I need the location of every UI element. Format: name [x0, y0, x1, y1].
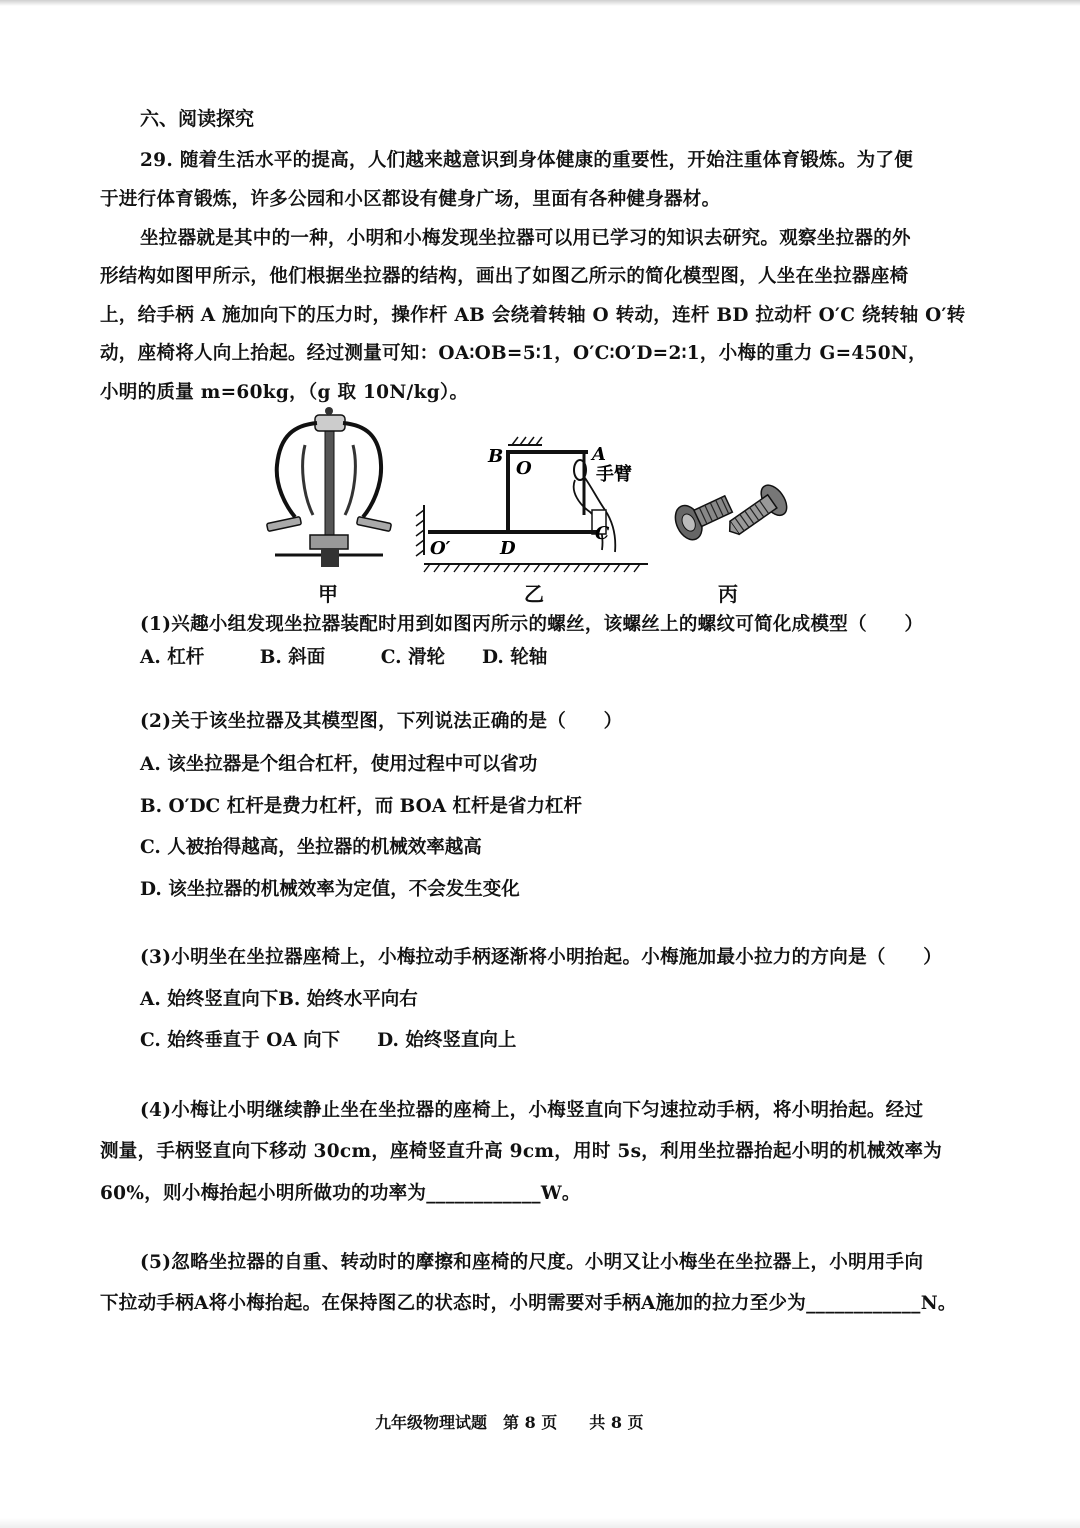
sub4-line-2: 测量，手柄竖直向下移动 30cm，座椅竖直升高 9cm，用时 5s，利用坐拉器抬起小明的机械效率为 [100, 1141, 943, 1162]
page-footer: 九年级物理试题 第 8 页 共 8 页 [375, 1413, 644, 1432]
sub3-options-line2: C. 始终垂直于 OA 向下 D. 始终竖直向上 [140, 1030, 517, 1051]
sub5-line-2: 下拉动手柄A将小梅抬起。在保持图乙的状态时，小明需要对手柄A施加的拉力至少为____________N。 [100, 1293, 957, 1314]
sub5-line-1: (5)忽略坐拉器的自重、转动时的摩擦和座椅的尺度。小明又让小梅坐在坐拉器上，小明用手向 [140, 1252, 924, 1273]
figure-jia-label: 甲 [318, 582, 338, 606]
label-arm: 手臂 [596, 464, 632, 485]
intro-line-3: 坐拉器就是其中的一种，小明和小梅发现坐拉器可以用已学习的知识去研究。观察坐拉器的外 [140, 228, 911, 249]
sub2-option-d: D. 该坐拉器的机械效率为定值，不会发生变化 [140, 879, 520, 900]
label-D: D [500, 538, 516, 559]
intro-line-2: 于进行体育锻炼，许多公园和小区都设有健身广场，里面有各种健身器材。 [100, 189, 721, 210]
label-O: O [516, 458, 532, 479]
figure-bing-screws [665, 470, 795, 555]
intro-line-1: 29. 随着生活水平的提高，人们越来越意识到身体健康的重要性，开始注重体育锻炼。为了便 [140, 150, 914, 171]
label-C: C [595, 523, 610, 544]
sub3-stem: (3)小明坐在坐拉器座椅上，小梅拉动手柄逐渐将小明抬起。小梅施加最小拉力的方向是（ ） [140, 947, 943, 968]
figure-yi-label: 乙 [524, 582, 544, 606]
figure-jia-machine [255, 405, 395, 575]
intro-line-7: 小明的质量 m=60kg，（g 取 10N/kg）。 [100, 382, 469, 403]
sub1-stem: (1)兴趣小组发现坐拉器装配时用到如图丙所示的螺丝，该螺丝上的螺纹可简化成模型（ ） [140, 614, 924, 635]
figure-bing-label: 丙 [718, 582, 738, 606]
sub2-option-b: B. O′DC 杠杆是费力杠杆，而 BOA 杠杆是省力杠杆 [140, 796, 583, 817]
sub1-options: A. 杠杆 B. 斜面 C. 滑轮 D. 轮轴 [140, 647, 548, 668]
section-title: 六、阅读探究 [140, 108, 255, 130]
scan-bottom-edge [0, 1518, 1080, 1528]
figure-yi-diagram [410, 430, 655, 575]
sub2-option-a: A. 该坐拉器是个组合杠杆，使用过程中可以省功 [140, 754, 538, 775]
intro-line-5: 上，给手柄 A 施加向下的压力时，操作杆 AB 会绕着转轴 O 转动，连杆 BD 拉动杆 O′C 绕转轴 O′转 [100, 305, 966, 326]
intro-line-4: 形结构如图甲所示，他们根据坐拉器的结构，画出了如图乙所示的简化模型图，人坐在坐拉器座椅 [100, 266, 909, 287]
sub4-line-1: (4)小梅让小明继续静止坐在坐拉器的座椅上，小梅竖直向下匀速拉动手柄，将小明抬起。经过 [140, 1100, 924, 1121]
label-A: A [592, 444, 606, 465]
label-B: B [488, 446, 504, 467]
sub2-option-c: C. 人被抬得越高，坐拉器的机械效率越高 [140, 837, 482, 858]
sub2-stem: (2)关于该坐拉器及其模型图，下列说法正确的是（ ） [140, 711, 623, 732]
intro-line-6: 动，座椅将人向上抬起。经过测量可知：OA∶OB=5∶1，O′C∶O′D=2∶1，小梅的重力 G=450N， [100, 343, 927, 364]
sub4-line-3: 60%，则小梅抬起小明所做功的功率为____________W。 [100, 1183, 581, 1204]
scan-top-edge [0, 0, 1080, 6]
label-O-prime: O′ [430, 538, 451, 559]
sub3-options-line1: A. 始终竖直向下B. 始终水平向右 [140, 989, 418, 1010]
